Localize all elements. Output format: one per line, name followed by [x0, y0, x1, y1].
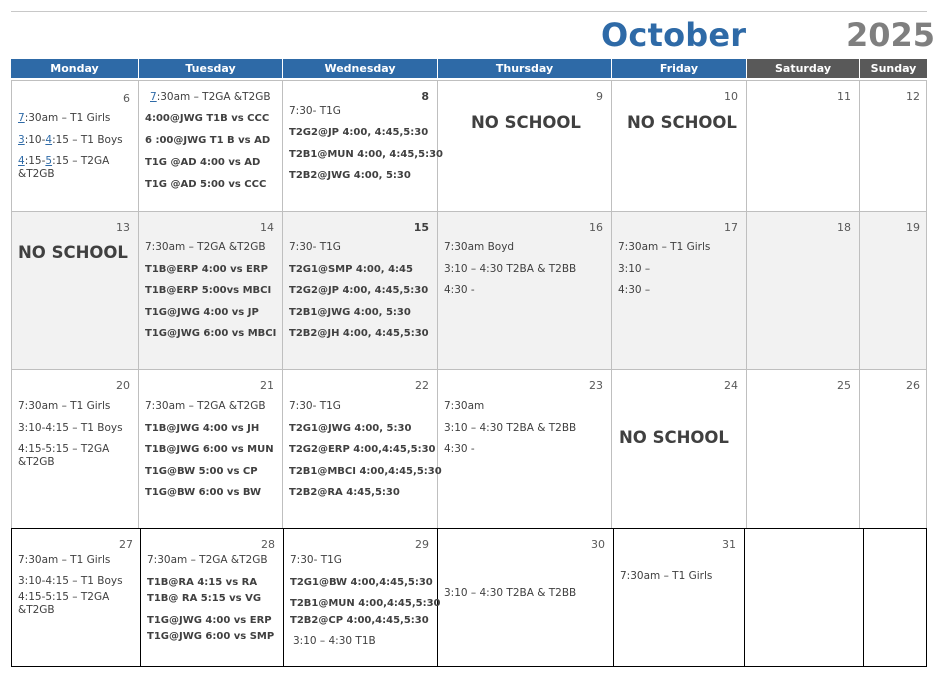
day-number: 31 — [722, 538, 736, 551]
day-cell-21[interactable] — [138, 369, 282, 528]
event: T2G1@JWG 4:00, 5:30 — [289, 423, 412, 434]
day-cell-25[interactable] — [746, 369, 859, 528]
header-tuesday: Tuesday — [139, 59, 282, 78]
event: 4:30 - — [444, 443, 475, 455]
header-thursday: Thursday — [438, 59, 611, 78]
event: 7:30- T1G — [290, 554, 342, 566]
day-cell-24[interactable] — [611, 369, 746, 528]
event: T1B@JWG 6:00 vs MUN — [145, 444, 274, 455]
day-cell-26[interactable] — [859, 369, 926, 528]
day-cell-27[interactable] — [11, 528, 140, 667]
day-number: 6 — [123, 92, 130, 105]
day-cell-22[interactable] — [282, 369, 442, 528]
day-number: 26 — [906, 379, 920, 392]
day-number: 20 — [116, 379, 130, 392]
day-cell-18[interactable] — [746, 211, 859, 369]
header-wednesday: Wednesday — [283, 59, 437, 78]
event: T1B@RA 4:15 vs RA — [147, 577, 258, 588]
event: 3:10 – 4:30 T2BA & T2BB — [444, 263, 577, 275]
day-cell-8[interactable] — [282, 80, 443, 211]
day-number: 29 — [415, 538, 429, 551]
no-school-label: NO SCHOOL — [18, 243, 128, 262]
empty-cell — [863, 528, 926, 667]
day-number: 18 — [837, 221, 851, 234]
event: T2B1@MUN 4:00, 4:45,5:30 — [289, 149, 443, 160]
event: T2B1@JWG 4:00, 5:30 — [289, 307, 411, 318]
event: 4:30 – — [618, 284, 651, 296]
day-number: 9 — [596, 90, 603, 103]
day-number: 15 — [413, 221, 429, 234]
event: 3:10-4:15 – T1 Boys — [18, 134, 123, 146]
event: 3:10 – — [618, 263, 651, 275]
event: T1G@JWG 4:00 vs JP — [145, 307, 259, 318]
event: T1G@JWG 6:00 vs MBCI — [145, 328, 277, 339]
day-number: 28 — [261, 538, 275, 551]
event-link[interactable]: 7 — [150, 91, 157, 103]
event: 7:30am – T1 Girls — [18, 112, 111, 124]
event: 7:30- T1G — [289, 400, 341, 412]
day-cell-12[interactable] — [859, 80, 926, 211]
event: T2G2@JP 4:00, 4:45,5:30 — [289, 127, 429, 138]
event: T1G @AD 4:00 vs AD — [145, 157, 261, 168]
day-cell-20[interactable] — [11, 369, 138, 528]
day-number: 12 — [906, 90, 920, 103]
event: 7:30am – T1 Girls — [620, 570, 713, 582]
event: 7:30am – T1 Girls — [18, 554, 111, 566]
event-link[interactable]: 3 — [18, 134, 25, 146]
no-school-label: NO SCHOOL — [619, 428, 729, 447]
event: 6 :00@JWG T1 B vs AD — [145, 135, 271, 146]
day-cell-28[interactable] — [140, 528, 283, 667]
event-link[interactable]: 7 — [18, 112, 25, 124]
day-cell-29[interactable] — [283, 528, 441, 667]
day-number: 24 — [724, 379, 738, 392]
event: 4:00@JWG T1B vs CCC — [145, 113, 270, 124]
day-cell-14[interactable] — [138, 211, 282, 369]
day-number: 25 — [837, 379, 851, 392]
event: 7:30- T1G — [289, 105, 341, 117]
event-link[interactable]: 4 — [18, 155, 25, 167]
day-cell-17[interactable] — [611, 211, 746, 369]
day-cell-13[interactable] — [11, 211, 138, 369]
day-number: 27 — [119, 538, 133, 551]
event: 4:15-5:15 – T2GA &T2GB — [18, 443, 110, 468]
event: T2G1@SMP 4:00, 4:45 — [289, 264, 413, 275]
grid-line — [926, 80, 927, 528]
month-title: October — [601, 16, 747, 54]
event: 7:30am – T2GA &T2GB — [147, 554, 268, 566]
event: 4:15-5:15 – T2GA &T2GB — [18, 591, 110, 616]
event: 4:15-5:15 – T2GA &T2GB — [18, 155, 110, 180]
day-cell-30[interactable] — [437, 528, 613, 667]
header-saturday: Saturday — [747, 59, 859, 78]
event: 4:30 - — [444, 284, 475, 296]
day-number: 21 — [260, 379, 274, 392]
event: 7:30am – T1 Girls — [618, 241, 711, 253]
event: T2G2@ERP 4:00,4:45,5:30 — [289, 444, 436, 455]
day-number: 8 — [421, 90, 429, 103]
event: 3:10-4:15 – T1 Boys — [18, 422, 123, 434]
day-cell-19[interactable] — [859, 211, 926, 369]
header-friday: Friday — [612, 59, 746, 78]
event: T2G1@BW 4:00,4:45,5:30 — [290, 577, 433, 588]
event: 7:30am — [444, 400, 485, 412]
no-school-label: NO SCHOOL — [471, 113, 581, 132]
day-cell-16[interactable] — [437, 211, 611, 369]
day-number: 23 — [589, 379, 603, 392]
event: T1B@JWG 4:00 vs JH — [145, 423, 260, 434]
day-cell-6[interactable] — [11, 80, 138, 211]
event: 3:10-4:15 – T1 Boys — [18, 575, 123, 587]
event-link[interactable]: 5 — [45, 155, 53, 167]
event: T2B1@MUN 4:00,4:45,5:30 — [290, 598, 441, 609]
event: T1B@ RA 5:15 vs VG — [147, 593, 262, 604]
event: T2B2@RA 4:45,5:30 — [289, 487, 400, 498]
no-school-label: NO SCHOOL — [627, 113, 737, 132]
header-monday: Monday — [11, 59, 138, 78]
day-number: 11 — [837, 90, 851, 103]
day-cell-10[interactable] — [611, 80, 746, 211]
event: T1G@JWG 6:00 vs SMP — [147, 631, 275, 642]
day-cell-7[interactable] — [138, 80, 282, 211]
empty-cell — [744, 528, 863, 667]
event: 7:30am – T2GA &T2GB — [145, 241, 266, 253]
day-number: 14 — [260, 221, 274, 234]
day-number: 17 — [724, 221, 738, 234]
event: T1G@BW 5:00 vs CP — [145, 466, 258, 477]
day-cell-11[interactable] — [746, 80, 859, 211]
day-cell-15[interactable] — [282, 211, 437, 369]
day-number: 22 — [415, 379, 429, 392]
event: T2B2@JWG 4:00, 5:30 — [289, 170, 411, 181]
event: 7:30am Boyd — [444, 241, 515, 253]
day-number: 13 — [116, 221, 130, 234]
event: T2B2@JH 4:00, 4:45,5:30 — [289, 328, 429, 339]
header-sunday: Sunday — [860, 59, 927, 78]
event: T2B2@CP 4:00,4:45,5:30 — [290, 615, 429, 626]
event: T1G @AD 5:00 vs CCC — [145, 179, 267, 190]
day-number: 30 — [591, 538, 605, 551]
event: T2G2@JP 4:00, 4:45,5:30 — [289, 285, 429, 296]
event: T1B@ERP 4:00 vs ERP — [145, 264, 268, 275]
day-cell-31[interactable] — [613, 528, 744, 667]
top-rule — [11, 11, 927, 12]
event: 3:10 – 4:30 T2BA & T2BB — [444, 587, 577, 599]
event: 7:30am – T2GA &T2GB — [145, 400, 266, 412]
event: 7:30am – T2GA &T2GB — [150, 91, 271, 103]
event: T1B@ERP 5:00vs MBCI — [145, 285, 272, 296]
event: T1G@BW 6:00 vs BW — [145, 487, 261, 498]
event: 7:30am – T1 Girls — [18, 400, 111, 412]
day-cell-9[interactable] — [437, 80, 611, 211]
event: 3:10 – 4:30 T2BA & T2BB — [444, 422, 577, 434]
day-number: 16 — [589, 221, 603, 234]
year-title: 2025 — [846, 16, 936, 54]
event: T2B1@MBCI 4:00,4:45,5:30 — [289, 466, 442, 477]
event: 3:10 – 4:30 T1B — [293, 635, 376, 647]
day-number: 10 — [724, 90, 738, 103]
event-link[interactable]: 4 — [45, 134, 53, 146]
day-number: 19 — [906, 221, 920, 234]
day-cell-23[interactable] — [437, 369, 611, 528]
event: 7:30- T1G — [289, 241, 341, 253]
event: T1G@JWG 4:00 vs ERP — [147, 615, 272, 626]
